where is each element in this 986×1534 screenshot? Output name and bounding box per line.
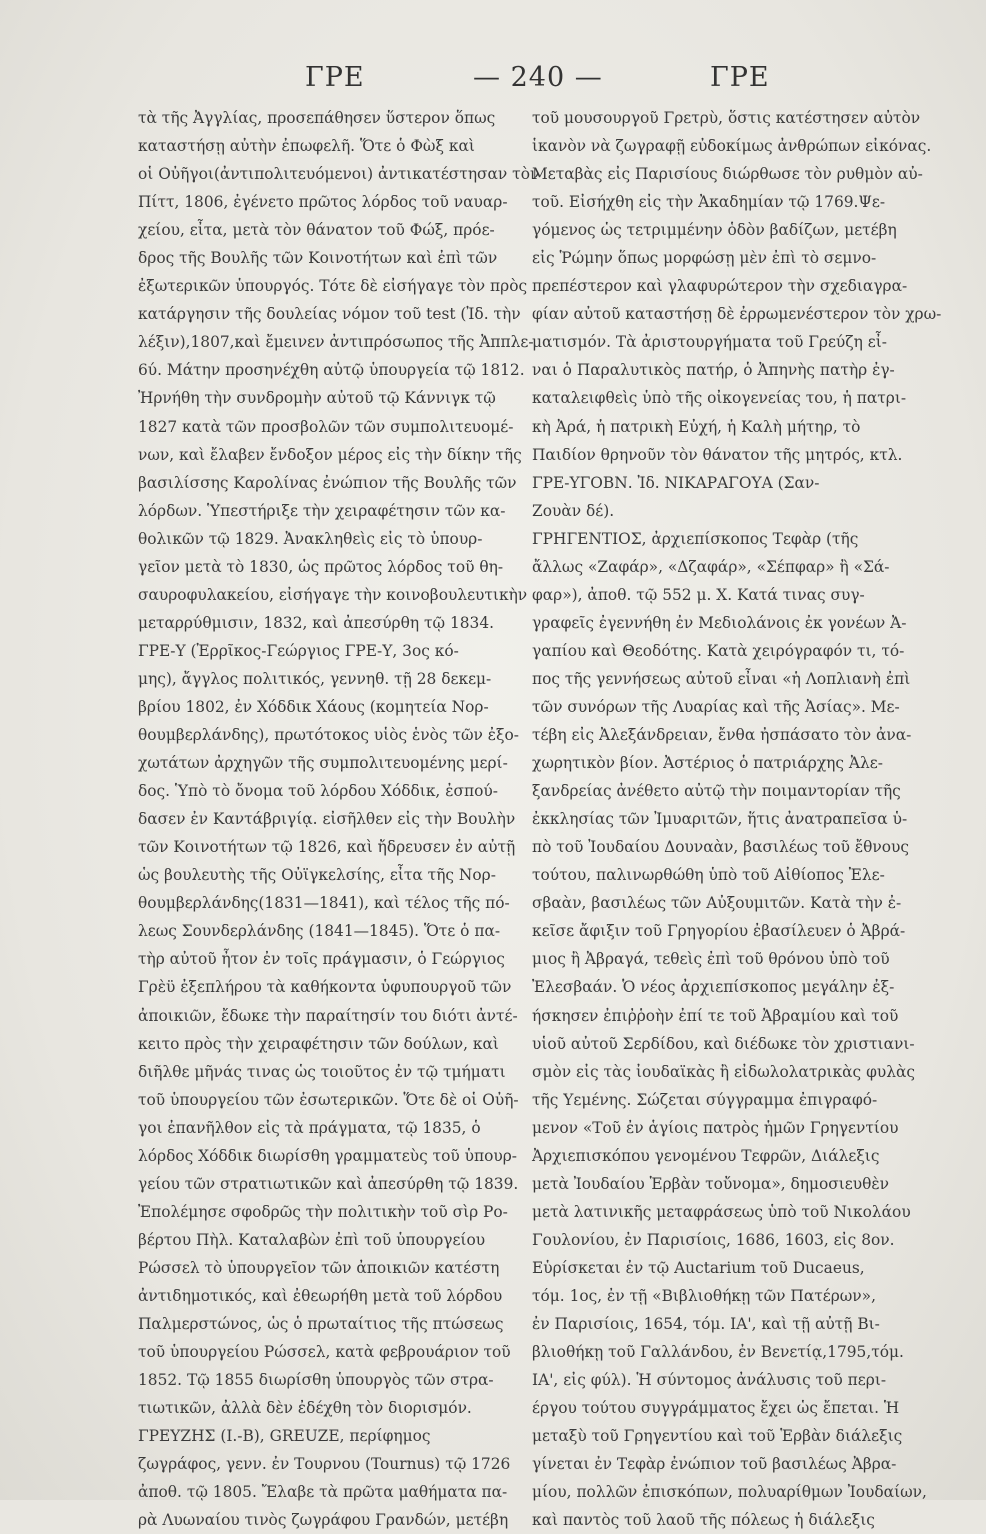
text-line: ἀποθ. τῷ 1805. Ἔλαβε τὰ πρῶτα μαθήματα πα- [138,1483,508,1502]
text-line: Ἐλεσβαάν. Ὁ νέος ἀρχιεπίσκοπος μεγάλην ἐξ- [532,978,895,997]
page-header [135,62,850,102]
right-column [532,104,942,1530]
text-line: ΓΡΕΥΖΗΣ (Ι.-Β), GREUZE, περίφημος [138,1427,431,1446]
text-line: Ἐπολέμησε σφοδρῶς τὴν πολιτικὴν τοῦ σὶρ Ρο- [138,1202,508,1221]
text-line: Ρώσσελ τὸ ὑπουργεῖον τῶν ἀποικιῶν κατέστη [138,1258,500,1277]
text-line: γαπίου καὶ Θεοδότης. Κατὰ χειρόγραφόν τι, τό- [532,641,905,660]
text-line: λόρδος Χόδδικ διωρίσθη γραμματεὺς τοῦ ὑπουρ- [138,1146,517,1165]
text-line: γείου τῶν στρατιωτικῶν καὶ ἀπεσύρθη τῷ 1839. [138,1174,519,1193]
text-line: ήσκησεν ἐπιῤῥοὴν ἐπί τε τοῦ Ἀβραμίου καὶ τοῦ [532,1006,899,1025]
text-line: μενον «Τοῦ ἐν ἁγίοις πατρὸς ἡμῶν Γρηγεντίου [532,1118,899,1137]
text-line: τῆς Υεμένης. Σώζεται σύγγραμμα ἐπιγραφό- [532,1090,878,1109]
text-line: σαυροφυλακείου, εἰσήγαγε τὴν κοινοβουλευτικὴν [138,585,528,604]
text-line: θουμβερλάνδης(1831—1841), καὶ τέλος τῆς πό- [138,894,510,913]
text-line: ἐκκλησίας τῶν Ἰμυαριτῶν, ἥτις ἀνατραπεῖσα ὑ- [532,810,908,829]
text-line: λόρδων. Ὑπεστήριξε τὴν χειραφέτησιν τῶν κα- [138,501,506,520]
text-line: οἱ Οὐῆγοι(ἀντιπολιτευόμενοι) ἀντικατέστησαν τὸν [138,165,540,184]
text-line: διῆλθε μῆνάς τινας ὡς τοιοῦτος ἐν τῷ τμήματι [138,1062,506,1081]
text-line: γίνεται ἐν Τεφὰρ ἐνώπιον τοῦ βασιλέως Ἀβρα- [532,1455,897,1474]
running-head-right: ΓΡΕ [710,62,770,93]
text-line: τιωτικῶν, ἀλλὰ δὲν ἐδέχθη τὸν διορισμόν. [138,1399,472,1418]
left-column [138,104,540,1530]
text-line: ΓΡΕ-ΥΓΟΒΝ. Ἰδ. ΝΙΚΑΡΑΓΟΥΑ (Σαν- [532,473,820,492]
text-line: ἀποικιῶν, ἔδωκε τὴν παραίτησίν του διότι ἀντέ- [138,1006,518,1025]
text-line: Ἠρνήθη τὴν συνδρομὴν αὐτοῦ τῷ Κάννιγκ τῷ [138,389,496,408]
text-line: ΙΑ', εἰς φύλ). Ἡ σύντομος ἀνάλυσις τοῦ περι- [532,1371,887,1390]
running-head-left: ΓΡΕ [305,62,365,93]
text-line: μετὰ λατινικῆς μεταφράσεως ὑπὸ τοῦ Νικολάου [532,1202,911,1221]
text-line: γεῖον μετὰ τὸ 1830, ὡς πρῶτος λόρδος τοῦ θη- [138,557,504,576]
text-line: σμὸν εἰς τὰς ἰουδαϊκὰς ἢ εἰδωλολατρικὰς φυλὰς [532,1062,915,1081]
text-line: φίαν αὐτοῦ καταστήσῃ δὲ ἐρρωμενέστερον τὸν χρω- [532,305,942,324]
text-line: κεῖσε ἄφιξιν τοῦ Γρηγορίου ἐβασίλευεν ὁ Ἀβρά- [532,922,906,941]
text-line: θολικῶν τῷ 1829. Ἀνακληθεὶς εἰς τὸ ὑπουρ- [138,529,483,548]
text-line: τὰ τῆς Ἀγγλίας, προσεπάθησεν ὕστερον ὅπως [138,109,496,127]
text-line: ἐν Παρισίοις, 1654, τόμ. ΙΑ', καὶ τῇ αὐτῇ Βι- [532,1315,880,1334]
text-line: κατάργησιν τῆς δουλείας νόμον τοῦ test (Ἰδ. τὴν [138,305,521,324]
text-line: τοῦ μουσουργοῦ Γρετρὺ, ὅστις κατέστησεν αὐτὸν [532,109,921,127]
text-line: βασιλίσσης Καρολίνας ἐνώπιον τῆς Βουλῆς τῶν [138,473,517,492]
text-line: γοι ἐπανῆλθον εἰς τὰ πράγματα, τῷ 1835, ὁ [138,1118,481,1137]
text-line: δασεν ἐν Καντάβριγίᾳ. εἰσῆλθεν εἰς τὴν Βουλὴν [138,810,516,829]
text-line: Εὑρίσκεται ἐν τῷ Auctarium τοῦ Ducaeus, [532,1258,865,1277]
text-line: Πίττ, 1806, ἐγένετο πρῶτος λόρδος τοῦ ναυαρ- [138,193,508,212]
text-line: Ζουὰν δέ). [532,501,615,520]
text-line: τοῦ ὑπουργείου Ρώσσελ, κατὰ φεβρουάριον τοῦ [138,1343,511,1362]
text-line: πὸ τοῦ Ἰουδαίου Δουναὰν, βασιλέως τοῦ ἔθνους [532,838,909,857]
text-line: 6ύ. Μάτην προσηνέχθη αὐτῷ ὑπουργεία τῷ 1812. [138,361,525,380]
text-line: Μεταβὰς εἰς Παρισίους διώρθωσε τὸν ρυθμὸν αὐ- [532,165,923,184]
text-line: μετὰ Ἰουδαίου Ἑρβὰν τοὔνομα», δημοσιευθὲν [532,1174,890,1193]
text-line: βλιοθήκῃ τοῦ Γαλλάνδου, ἐν Βενετίᾳ,1795,τόμ. [532,1343,904,1362]
text-line: μεταρρύθμισιν, 1832, καὶ ἀπεσύρθη τῷ 1834. [138,613,494,632]
text-line: ἐξωτερικῶν ὑπουργός. Τότε δὲ εἰσήγαγε τὸν πρὸς [138,277,528,296]
text-line: τὴρ αὐτοῦ ἦτον ἐν τοῖς πράγμασιν, ὁ Γεώργιος [138,950,505,969]
text-line: χωρητικὸν βίον. Ἀστέριος ὁ πατριάρχης Ἀλε- [532,754,883,773]
text-line: μιος ἢ Ἀβραγά, τεθεὶς ἐπὶ τοῦ θρόνου ὑπὸ τοῦ [532,950,890,969]
text-line: Ἀρχιεπισκόπου γενομένου Τεφρῶν, Διάλεξις [532,1146,880,1165]
text-line: θουμβερλάνδης), πρωτότοκος υἱὸς ἑνὸς τῶν ἐξο- [138,726,519,745]
text-line: πος τῆς γεννήσεως αὐτοῦ εἶναι «ἡ Λοπλιανὴ ἐπὶ [532,669,911,688]
text-line: τούτου, παλινωρθώθη ὑπὸ τοῦ Αἰθίοπος Ἐλε- [532,866,885,885]
text-line: Παλμερστώνος, ὡς ὁ πρωταίτιος τῆς πτώσεως [138,1315,504,1334]
text-line: ξανδρείας ἀνέθετο αὐτῷ τὴν ποιμαντορίαν τῆς [532,782,901,801]
page-number: — 240 — [473,62,603,93]
text-line: λεως Σουνδερλάνδης (1841—1845). Ὅτε ὁ πα- [138,922,501,941]
text-line: ὡς βουλευτὴς τῆς Οὐϊγκελσίης, εἶτα τῆς Νορ- [138,866,496,885]
text-line: κὴ Ἀρά, ἡ πατρικὴ Εὐχή, ἡ Καλὴ μήτηρ, τὸ [532,417,861,436]
text-line: σβαὰν, βασιλέως τῶν Αὐξουμιτῶν. Κατὰ τὴν ἐ- [532,894,902,913]
text-line: εἰς Ῥώμην ὅπως μορφώσῃ μὲν ἐπὶ τὸ σεμνο- [532,249,877,268]
text-line: 1827 κατὰ τῶν προσβολῶν τῶν συμπολιτευομέ- [138,417,514,436]
text-line: τοῦ ὑπουργείου τῶν ἐσωτερικῶν. Ὅτε δὲ οἱ Οὐῆ- [138,1090,519,1109]
text-line: τοῦ. Εἰσήχθη εἰς τὴν Ἀκαδημίαν τῷ 1769.Ψε- [532,193,886,212]
text-line: δος. Ὑπὸ τὸ ὄνομα τοῦ λόρδου Χόδδικ, ἐσπού- [138,782,498,801]
text-line: τέβη εἰς Ἀλεξάνδρειαν, ἔνθα ἠσπάσατο τὸν ἀνα- [532,726,912,745]
text-line: πρεπέστερον καὶ γλαφυρώτερον τὴν σχεδιαγρα- [532,277,908,296]
text-line: χείου, εἶτα, μετὰ τὸν θάνατον τοῦ Φώξ, πρόε- [138,221,495,240]
text-line: ἀντιδημοτικός, καὶ ἐθεωρήθη μετὰ τοῦ λόρδου [138,1286,503,1305]
text-line: έργου τούτου συγγράμματος ἔχει ὡς ἔπεται. Ἡ [532,1399,900,1418]
text-line: Γρὲϋ ἐξεπλήρου τὰ καθήκοντα ὑφυπουργοῦ τῶν [138,978,512,997]
text-line: ματισμόν. Τὰ ἀριστουργήματα τοῦ Γρεύζη εἶ- [532,333,887,352]
text-line: ΓΡΗΓΕΝΤΙΟΣ, ἀρχιεπίσκοπος Τεφὰρ (τῆς [532,529,859,548]
text-line: ζωγράφος, γενν. ἐν Τουρνου (Tournus) τῷ 1726 [138,1455,511,1474]
text-line: καὶ παντὸς τοῦ λαοῦ τῆς πόλεως ἡ διάλεξις [532,1511,875,1530]
text-line: τῶν συνόρων τῆς Λυαρίας καὶ τῆς Ἀσίας». Με- [532,697,900,716]
text-line: γόμενος ὡς τετριμμένην ὁδὸν βαδίζων, μετέβη [532,221,897,240]
text-line: βρίου 1802, ἐν Χόδδικ Χάους (κομητεία Νορ- [138,697,489,716]
text-line: κειτο πρὸς τὴν χειραφέτησιν τῶν δούλων, καὶ [138,1034,499,1053]
text-line: ναι ὁ Παραλυτικὸς πατήρ, ὁ Ἀπηνὴς πατὴρ ἐγ- [532,361,895,380]
text-line: νων, καὶ ἔλαβεν ἔνδοξον μέρος εἰς τὴν δίκην τῆς [138,445,522,464]
text-line: δρος τῆς Βουλῆς τῶν Κοινοτήτων καὶ ἐπὶ τῶν [138,249,498,268]
text-line: 1852. Τῷ 1855 διωρίσθη ὑπουργὸς τῶν στρα- [138,1371,494,1390]
text-line: μίου, πολλῶν ἐπισκόπων, πολυαρίθμων Ἰουδαίων, [532,1483,927,1502]
text-line: λέξιν),1807,καὶ ἔμεινεν ἀντιπρόσωπος τῆς Ἀππλε- [138,333,534,352]
text-line: χωτάτων ἀρχηγῶν τῆς συμπολιτευομένης μερί- [138,754,508,773]
text-line: μεταξὺ τοῦ Γρηγεντίου καὶ τοῦ Ἑρβὰν διάλεξις [532,1427,903,1446]
text-line: Παιδίον θρηνοῦν τὸν θάνατον τῆς μητρός, κτλ. [532,445,903,464]
text-line: ἄλλως «Ζαφάρ», «Δζαφάρ», «Σέπφαρ» ἢ «Σά- [532,557,890,576]
text-line: μης), ἄγγλος πολιτικός, γεννηθ. τῇ 28 δεκεμ- [138,669,492,688]
text-line: τόμ. 1ος, ἐν τῇ «Βιβλιοθήκῃ τῶν Πατέρων», [532,1286,876,1305]
text-line: ΓΡΕ-Υ (Ἐρρῖκος-Γεώργιος ΓΡΕ-Υ, 3ος κό- [138,641,459,660]
text-line: βέρτου Πὴλ. Καταλαβὼν ἐπὶ τοῦ ὑπουργείου [138,1230,486,1249]
text-line: καταστήσῃ αὐτὴν ἐπωφελῆ. Ὅτε ὁ Φὼξ καὶ [138,137,475,156]
text-line: ἱκανὸν νὰ ζωγραφῇ εὐδοκίμως ἀνθρώπων εἰκόνας. [532,137,932,156]
text-line: τῶν Κοινοτήτων τῷ 1826, καὶ ἤδρευσεν ἐν αὐτῇ [138,838,516,857]
text-line: καταλειφθεὶς ὑπὸ τῆς οἰκογενείας του, ἡ πατρι- [532,389,907,408]
text-line: Γουλονίου, ἐν Παρισίοις, 1686, 1603, εἰς 8ον. [532,1230,895,1249]
text-line: γραφεῖς ἐγεννήθη ἐν Μεδιολάνοις ἐκ γονέων Ἀ- [532,613,907,632]
text-line: υἱοῦ αὐτοῦ Σερδίδου, καὶ διέδωκε τὸν χριστιανι- [532,1034,915,1053]
text-line: ρὰ Λυωναίου τινὸς ζωγράφου Γρανδών, μετέβη [138,1511,509,1530]
text-line: φαρ»), ἀποθ. τῷ 552 μ. Χ. Κατά τινας συγ- [532,585,865,604]
